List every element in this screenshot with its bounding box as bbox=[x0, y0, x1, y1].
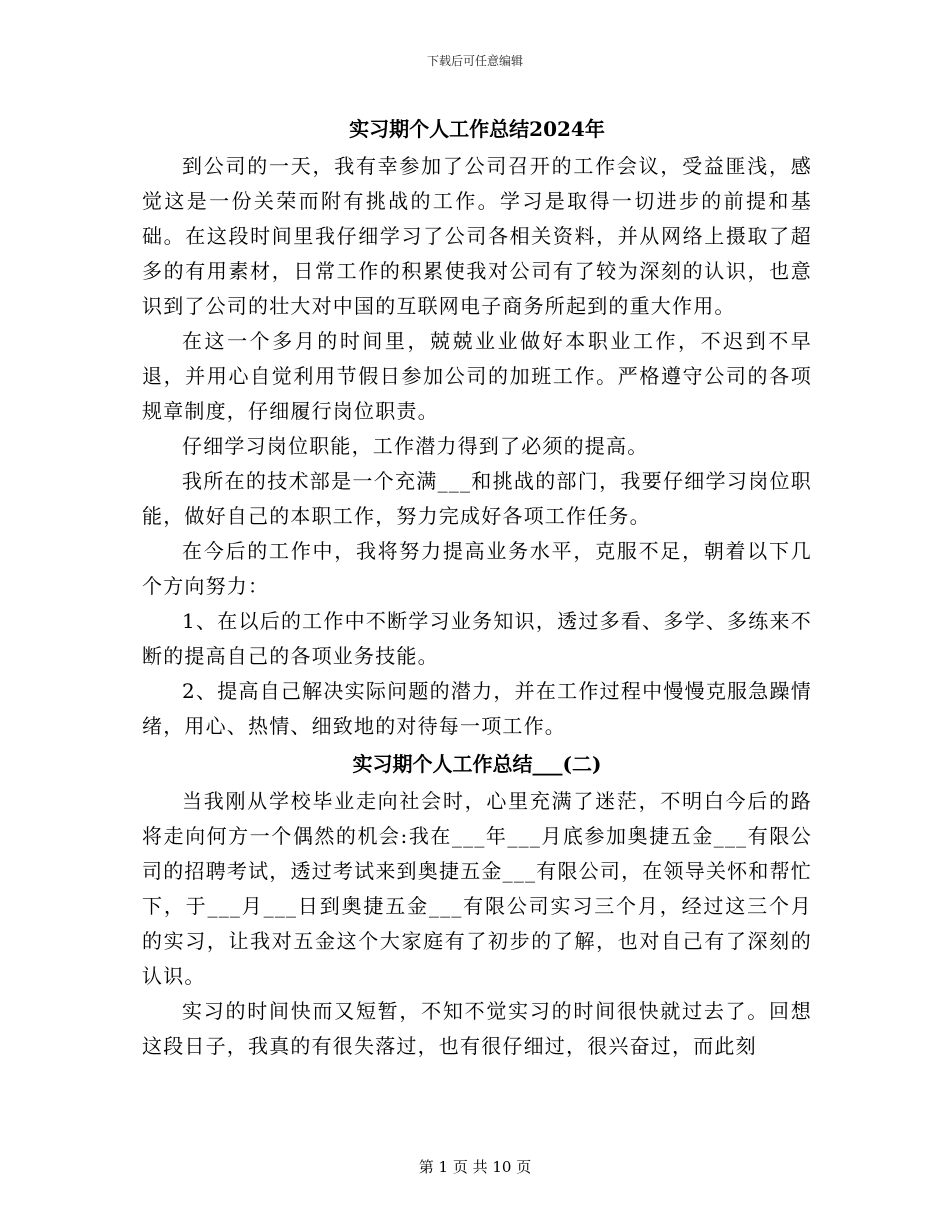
list-item-2: 2、提高自己解决实际问题的潜力，并在工作过程中慢慢克服急躁情绪，用心、热情、细致地的对待每一项工作。 bbox=[142, 679, 812, 738]
paragraph-1: 到公司的一天，我有幸参加了公司召开的工作会议，受益匪浅，感觉这是一份关荣而附有挑战的工作。学习是取得一切进步的前提和基础。在这段时间里我仔细学习了公司各相关资料，并从网络上摄取了超多的有用素材，日常工作的积累使我对公司有了较为深刻的认识，也意识到了公司的壮大对中国的互联网电子商务所起到的重大作用。 bbox=[142, 154, 812, 318]
paragraph-4: 我所在的技术部是一个充满___和挑战的部门，我要仔细学习岗位职能，做好自己的本职工作，努力完成好各项工作任务。 bbox=[142, 469, 812, 528]
paragraph-2: 在这一个多月的时间里，兢兢业业做好本职业工作，不迟到不早退，并用心自觉利用节假日参加公司的加班工作。严格遵守公司的各项规章制度，仔细履行岗位职责。 bbox=[142, 329, 812, 423]
section-2-title: 实习期个人工作总结___(二) bbox=[352, 752, 602, 776]
section-2-paragraph-2: 实习的时间快而又短暂，不知不觉实习的时间很快就过去了。回想这段日子，我真的有很失落过，也有很仔细过，很兴奋过，而此刻 bbox=[142, 999, 812, 1058]
paragraph-5: 在今后的工作中，我将努力提高业务水平，克服不足，朝着以下几个方向努力： bbox=[142, 539, 812, 598]
section-2-paragraph-1: 当我刚从学校毕业走向社会时，心里充满了迷茫，不明白今后的路将走向何方一个偶然的机会:我在___年___月底参加奥捷五金___有限公司的招聘考试，透过考试来到奥捷五金___有限公司，在领导关怀和帮忙下，于___月___日到奥捷五金___有限公司实习三个月，经过这三个月的实习，让我对五金这个大家庭有了初步的了解，也对自己有了深刻的认识。 bbox=[142, 789, 812, 988]
download-note: 下载后可任意编辑 bbox=[426, 54, 523, 68]
page-number: 第 1 页 共 10 页 bbox=[418, 1158, 532, 1176]
paragraph-3: 仔细学习岗位职能，工作潜力得到了必须的提高。 bbox=[182, 434, 649, 458]
list-item-1: 1、在以后的工作中不断学习业务知识，透过多看、多学、多练来不断的提高自己的各项业务技能。 bbox=[142, 609, 812, 668]
document-body bbox=[142, 109, 812, 1064]
document-title: 实习期个人工作总结2024年 bbox=[349, 117, 605, 141]
